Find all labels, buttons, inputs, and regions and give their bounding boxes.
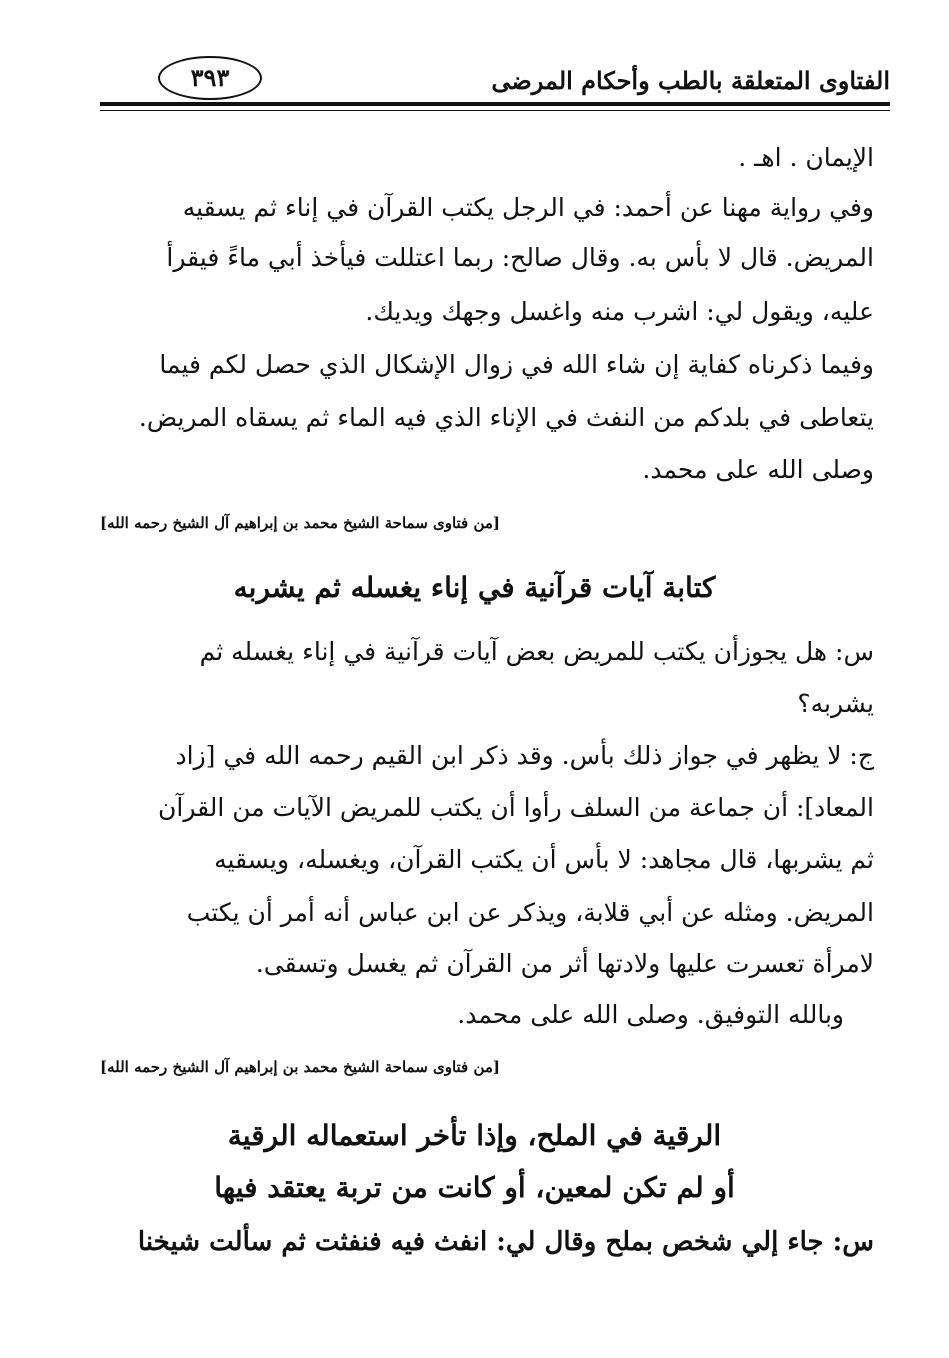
body-line: يتعاطى في بلدكم من النفث في الإناء الذي فيه الماء ثم يسقاه المريض. xyxy=(138,403,874,432)
body-line: الإيمان . اهـ . xyxy=(738,143,874,172)
body-line: وصلى الله على محمد. xyxy=(642,455,874,484)
section-heading-line2: أو لم تكن لمعين، أو كانت من تربة يعتقد فيها xyxy=(214,1171,735,1204)
question-line: يشربه؟ xyxy=(797,689,874,718)
source-citation: [من فتاوى سماحة الشيخ محمد بن إبراهيم آل الشيخ رحمه الله] xyxy=(100,1058,501,1076)
question-line: س: جاء إلي شخص بملح وقال لي: انفث فيه فنفثت ثم سألت شيخنا xyxy=(137,1227,874,1257)
body-line: عليه، ويقول لي: اشرب منه واغسل وجهك ويديك. xyxy=(365,297,874,326)
body-line: وفي رواية مهنا عن أحمد: في الرجل يكتب القرآن في إناء ثم يسقيه xyxy=(182,193,874,222)
answer-line: ج: لا يظهر في جواز ذلك بأس. وقد ذكر ابن القيم رحمه الله في [زاد xyxy=(175,741,874,770)
source-citation: [من فتاوى سماحة الشيخ محمد بن إبراهيم آل الشيخ رحمه الله] xyxy=(100,514,501,532)
answer-line: وبالله التوفيق. وصلى الله على محمد. xyxy=(457,1000,844,1029)
question-line: س: هل يجوزأن يكتب للمريض بعض آيات قرآنية في إناء يغسله ثم xyxy=(199,637,874,666)
section-heading-line1: الرقية في الملح، وإذا تأخر استعماله الرقية xyxy=(227,1119,722,1152)
page-number: ٣٩٣ xyxy=(158,56,262,100)
section-heading: كتابة آيات قرآنية في إناء يغسله ثم يشربه xyxy=(233,571,716,604)
header-rule-thick xyxy=(100,102,890,106)
header-rule-thin xyxy=(100,110,890,111)
answer-line: لامرأة تعسرت عليها ولادتها أثر من القرآن ثم يغسل وتسقى. xyxy=(255,949,874,978)
answer-line: المعاد]: أن جماعة من السلف رأوا أن يكتب للمريض الآيات من القرآن xyxy=(158,793,874,822)
body-line: وفيما ذكرناه كفاية إن شاء الله في زوال الإشكال الذي حصل لكم فيما xyxy=(159,350,874,379)
running-title: الفتاوى المتعلقة بالطب وأحكام المرضى xyxy=(491,66,890,95)
answer-line: ثم يشربها، قال مجاهد: لا بأس أن يكتب القرآن، ويغسله، ويسقيه xyxy=(214,845,874,874)
body-line: المريض. قال لا بأس به. وقال صالح: ربما اعتللت فيأخذ أبي ماءً فيقرأ xyxy=(166,243,874,272)
page-header xyxy=(100,52,890,102)
answer-line: المريض. ومثله عن أبي قلابة، ويذكر عن ابن عباس أنه أمر أن يكتب xyxy=(186,898,874,927)
